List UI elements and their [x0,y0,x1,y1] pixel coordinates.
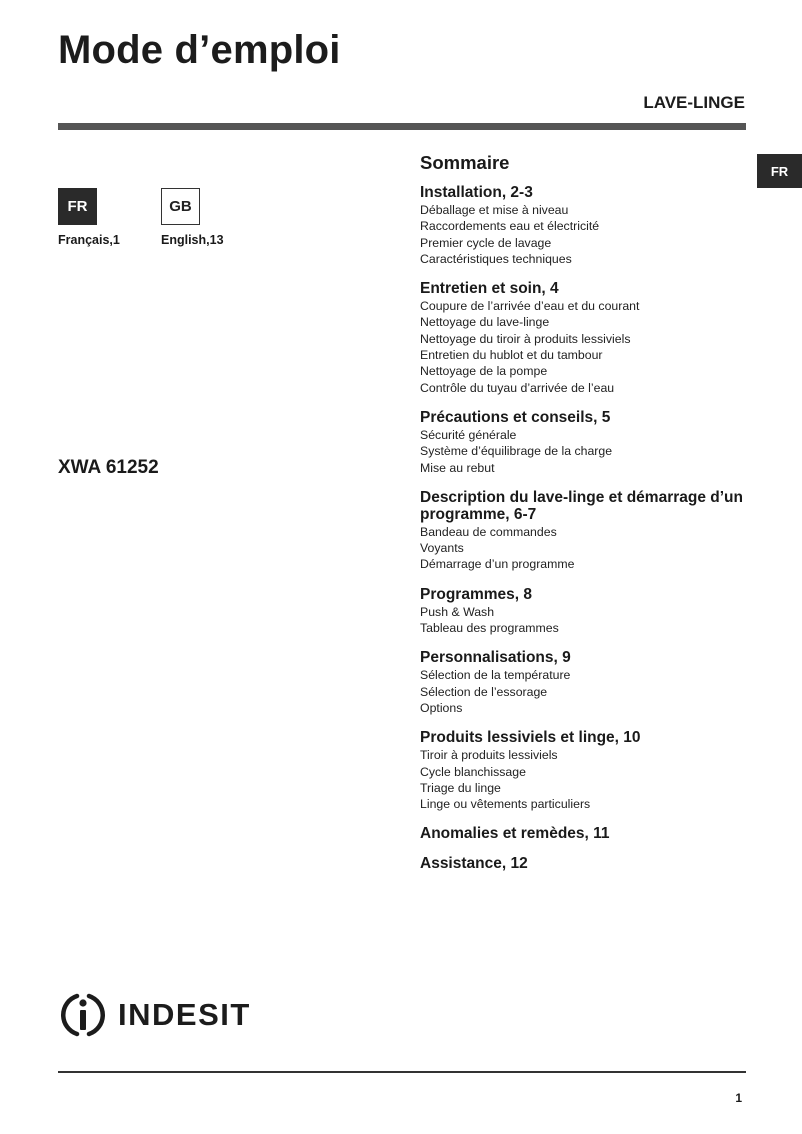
toc-item[interactable]: Triage du linge [420,780,501,795]
language-code-gb[interactable]: GB [161,188,200,225]
toc-item[interactable]: Voyants [420,541,464,556]
toc-section-assistance [420,855,750,872]
toc-item[interactable]: Cycle blanchissage [420,764,526,779]
toc-heading[interactable]: Précautions et conseils, 5 [420,408,611,426]
toc-item[interactable]: Bandeau de commandes [420,524,557,539]
toc-section-produits [420,729,750,812]
toc-section-installation [420,184,750,267]
language-code-fr[interactable]: FR [58,188,97,225]
toc-heading[interactable]: Produits lessiviels et linge, 10 [420,729,641,747]
toc-heading[interactable]: Entretien et soin, 4 [420,280,559,298]
language-caption-fr: Français,1 [58,233,120,247]
toc-section-anomalies [420,825,750,842]
toc-item[interactable]: Nettoyage du tiroir à produits lessiviels [420,331,631,346]
toc-item[interactable]: Démarrage d’un programme [420,557,575,572]
table-of-contents [420,152,750,885]
toc-heading[interactable]: Installation, 2-3 [420,184,533,201]
toc-heading[interactable]: Anomalies et remèdes, 11 [420,825,610,843]
toc-item[interactable]: Linge ou vêtements particuliers [420,797,591,812]
toc-item[interactable]: Entretien du hublot et du tambour [420,348,603,363]
toc-section-personnalisations [420,649,750,716]
toc-item[interactable]: Tableau des programmes [420,621,559,636]
toc-item[interactable]: Sécurité générale [420,427,517,442]
indesit-logo-icon [58,990,108,1040]
toc-heading[interactable]: Assistance, 12 [420,855,528,873]
model-number: XWA 61252 [58,457,159,478]
brand-name: INDESIT [118,997,251,1032]
language-option-fr[interactable] [58,188,120,247]
toc-item[interactable]: Premier cycle de lavage [420,235,552,250]
page-title: Mode d’emploi [58,28,341,72]
product-type: LAVE-LINGE [643,93,745,112]
toc-heading[interactable]: Description du lave-linge et démarrage d’un programme, 6-7 [420,488,743,523]
toc-item[interactable]: Système d’équilibrage de la charge [420,444,613,459]
language-caption-gb: English,13 [161,233,224,247]
toc-section-precautions [420,409,750,476]
toc-item[interactable]: Sélection de l’essorage [420,684,548,699]
language-option-gb[interactable] [161,188,224,247]
toc-section-entretien [420,280,750,396]
toc-heading[interactable]: Personnalisations, 9 [420,649,571,667]
toc-section-programmes [420,586,750,637]
footer-rule [58,1071,746,1073]
page-number: 1 [735,1091,742,1105]
toc-item[interactable]: Coupure de l’arrivée d’eau et du courant [420,299,640,314]
toc-title: Sommaire [420,152,510,173]
toc-item[interactable]: Tiroir à produits lessiviels [420,748,558,763]
toc-item[interactable]: Déballage et mise à niveau [420,203,569,217]
toc-item[interactable]: Mise au rebut [420,460,495,475]
brand-logo [58,990,251,1040]
toc-item[interactable]: Nettoyage de la pompe [420,364,548,379]
toc-item[interactable]: Push & Wash [420,604,495,619]
toc-item[interactable]: Raccordements eau et électricité [420,219,600,234]
toc-item[interactable]: Contrôle du tuyau d’arrivée de l’eau [420,380,615,395]
language-side-tab[interactable]: FR [757,154,802,188]
toc-section-description [420,489,750,573]
toc-item[interactable]: Nettoyage du lave-linge [420,315,550,330]
header-rule [58,123,746,130]
toc-item[interactable]: Options [420,700,463,715]
toc-heading[interactable]: Programmes, 8 [420,585,532,603]
toc-item[interactable]: Caractéristiques techniques [420,251,572,266]
toc-item[interactable]: Sélection de la température [420,668,571,683]
